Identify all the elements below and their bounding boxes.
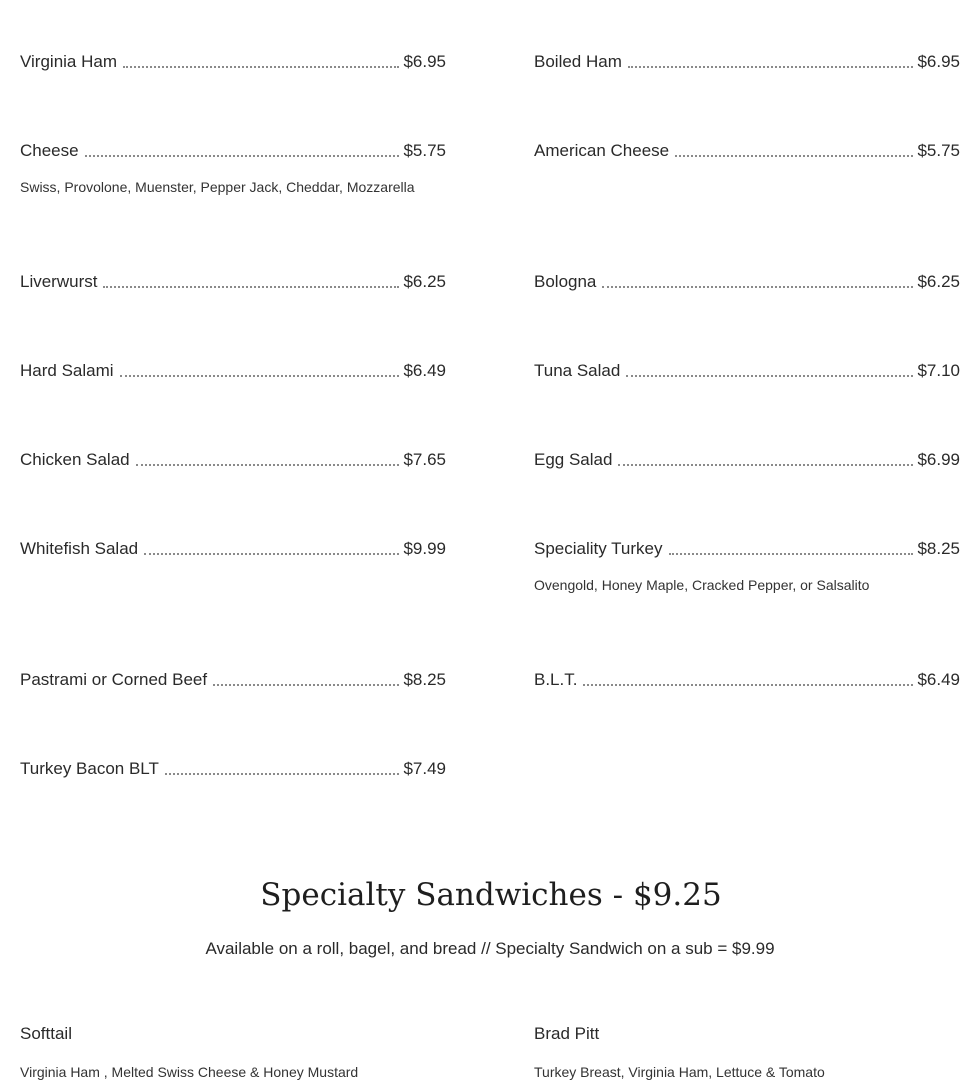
item-description: Ovengold, Honey Maple, Cracked Pepper, or Salsalito xyxy=(534,577,870,593)
dot-leader xyxy=(675,155,913,157)
item-price: $5.75 xyxy=(403,141,446,160)
dot-leader xyxy=(123,66,399,68)
item-name: Hard Salami xyxy=(20,361,114,380)
menu-item-bologna xyxy=(534,268,960,292)
item-name: Virginia Ham xyxy=(20,52,118,71)
menu-item-hard-salami xyxy=(20,357,446,381)
menu-item-whitefish-salad xyxy=(20,535,446,559)
item-price: $6.25 xyxy=(403,272,446,291)
item-name: Egg Salad xyxy=(534,450,613,469)
item-name: Pastrami or Corned Beef xyxy=(20,670,208,689)
menu-item-liverwurst xyxy=(20,268,446,292)
specialty-item-description: Turkey Breast, Virginia Ham, Lettuce & Tomato xyxy=(534,1064,825,1080)
item-price: $7.10 xyxy=(917,361,960,380)
dot-leader xyxy=(136,464,400,466)
menu-item-turkey-bacon-blt xyxy=(20,755,446,779)
item-price: $7.65 xyxy=(403,450,446,469)
item-price: $8.25 xyxy=(403,670,446,689)
menu-item-cheese xyxy=(20,137,446,161)
specialty-item-description: Virginia Ham , Melted Swiss Cheese & Honey Mustard xyxy=(20,1064,359,1080)
item-name: American Cheese xyxy=(534,141,670,160)
item-price: $7.49 xyxy=(403,759,446,778)
menu-item-pastrami-or-corned-beef xyxy=(20,666,446,690)
menu-item-virginia-ham xyxy=(20,48,446,72)
item-name: Chicken Salad xyxy=(20,450,130,469)
item-name: Turkey Bacon BLT xyxy=(20,759,159,778)
dot-leader xyxy=(628,66,914,68)
item-name: B.L.T. xyxy=(534,670,578,689)
dot-leader xyxy=(103,286,399,288)
item-name: Whitefish Salad xyxy=(20,539,139,558)
item-price: $6.49 xyxy=(917,670,960,689)
specialty-item-name: Brad Pitt xyxy=(534,1024,600,1043)
item-name: Cheese xyxy=(20,141,79,160)
item-name: Boiled Ham xyxy=(534,52,622,71)
item-price: $5.75 xyxy=(917,141,960,160)
item-price: $8.25 xyxy=(917,539,960,558)
dot-leader xyxy=(669,553,914,555)
dot-leader xyxy=(120,375,400,377)
dot-leader xyxy=(602,286,913,288)
dot-leader xyxy=(85,155,400,157)
item-name: Speciality Turkey xyxy=(534,539,663,558)
item-price: $6.25 xyxy=(917,272,960,291)
specialty-item-name: Softtail xyxy=(20,1024,72,1043)
section-subtitle: Available on a roll, bagel, and bread // Specialty Sandwich on a sub = $9.99 xyxy=(205,939,775,958)
item-price: $6.99 xyxy=(917,450,960,469)
item-price: $9.99 xyxy=(403,539,446,558)
dot-leader xyxy=(618,464,913,466)
dot-leader xyxy=(144,553,399,555)
menu-item-egg-salad xyxy=(534,446,960,470)
menu-item-american-cheese xyxy=(534,137,960,161)
menu-item-chicken-salad xyxy=(20,446,446,470)
menu-item-tuna-salad xyxy=(534,357,960,381)
item-name: Liverwurst xyxy=(20,272,98,291)
dot-leader xyxy=(165,773,400,775)
dot-leader xyxy=(583,684,913,686)
menu-item-speciality-turkey xyxy=(534,535,960,559)
item-price: $6.95 xyxy=(403,52,446,71)
item-name: Tuna Salad xyxy=(534,361,621,380)
dot-leader xyxy=(626,375,913,377)
item-price: $6.49 xyxy=(403,361,446,380)
item-name: Bologna xyxy=(534,272,597,291)
section-title: Specialty Sandwiches - $9.25 xyxy=(260,877,722,913)
item-description: Swiss, Provolone, Muenster, Pepper Jack, Cheddar, Mozzarella xyxy=(20,179,415,195)
item-price: $6.95 xyxy=(917,52,960,71)
menu-item-boiled-ham xyxy=(534,48,960,72)
dot-leader xyxy=(213,684,399,686)
menu-item-blt xyxy=(534,666,960,690)
